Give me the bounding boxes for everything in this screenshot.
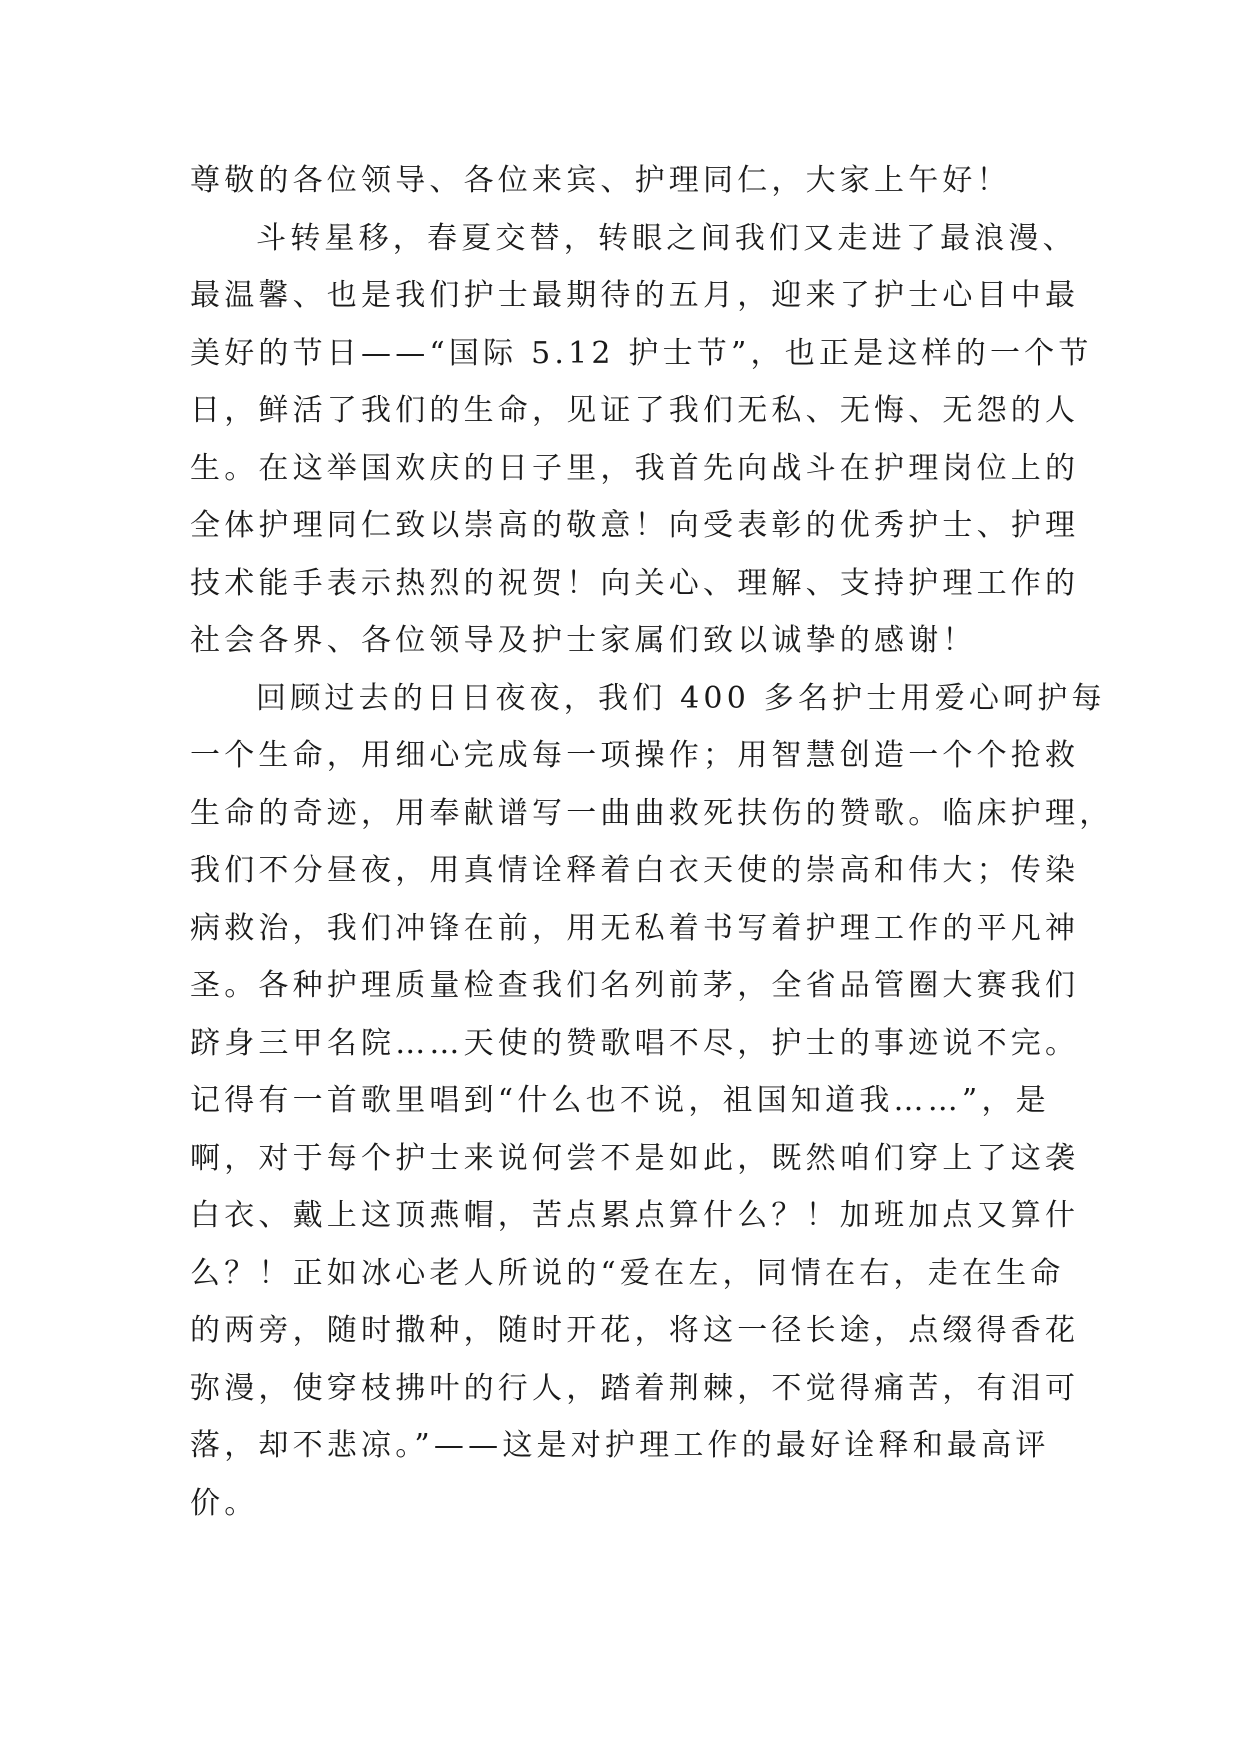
text-line: 全体护理同仁致以崇高的敬意！向受表彰的优秀护士、护理 [190, 508, 1080, 543]
text-line: 么？！正如冰心老人所说的“爱在左，同情在右，走在生命 [190, 1255, 1065, 1291]
text-line: 一个生命，用细心完成每一项操作；用智慧创造一个个抢救 [190, 738, 1080, 773]
text-line: 尊敬的各位领导、各位来宾、护理同仁，大家上午好！ [190, 163, 1011, 198]
text-line: 美好的节日——“国际 5.12 护士节”，也正是这样的一个节 [190, 335, 1093, 371]
text-line: 的两旁，随时撒种，随时开花，将这一径长途，点缀得香花 [190, 1313, 1080, 1348]
speech-body [190, 152, 1114, 1532]
text-line: 日，鲜活了我们的生命，见证了我们无私、无悔、无怨的人 [190, 393, 1080, 428]
text-line: 价。 [190, 1485, 259, 1521]
text-line: 白衣、戴上这顶燕帽，苦点累点算什么？！加班加点又算什 [190, 1198, 1080, 1233]
text-line: 记得有一首歌里唱到“什么也不说，祖国知道我……”，是 [190, 1083, 1050, 1118]
text-line: 啊，对于每个护士来说何尝不是如此，既然咱们穿上了这袭 [190, 1140, 1080, 1176]
text-line: 圣。各种护理质量检查我们名列前茅，全省品管圈大赛我们 [190, 968, 1080, 1003]
text-line: 生命的奇迹，用奉献谱写一曲曲救死扶伤的赞歌。临床护理， [190, 795, 1114, 831]
text-line: 斗转星移，春夏交替，转眼之间我们又走进了最浪漫、 [256, 220, 1077, 256]
text-line: 回顾过去的日日夜夜，我们 400 多名护士用爱心呵护每 [256, 680, 1106, 716]
text-line: 生。在这举国欢庆的日子里，我首先向战斗在护理岗位上的 [190, 450, 1080, 486]
text-line: 弥漫，使穿枝拂叶的行人，踏着荆棘，不觉得痛苦，有泪可 [190, 1370, 1080, 1406]
text-line: 技术能手表示热烈的祝贺！向关心、理解、支持护理工作的 [190, 565, 1080, 601]
text-line: 我们不分昼夜，用真情诠释着白衣天使的崇高和伟大；传染 [190, 853, 1080, 888]
text-line: 最温馨、也是我们护士最期待的五月，迎来了护士心目中最 [190, 278, 1080, 313]
text-line: 落，却不悲凉。”——这是对护理工作的最好诠释和最高评 [190, 1428, 1050, 1463]
text-line: 病救治，我们冲锋在前，用无私着书写着护理工作的平凡神 [190, 910, 1080, 946]
text-line: 社会各界、各位领导及护士家属们致以诚挚的感谢！ [190, 623, 977, 658]
text-line: 跻身三甲名院……天使的赞歌唱不尽，护士的事迹说不完。 [190, 1025, 1080, 1061]
